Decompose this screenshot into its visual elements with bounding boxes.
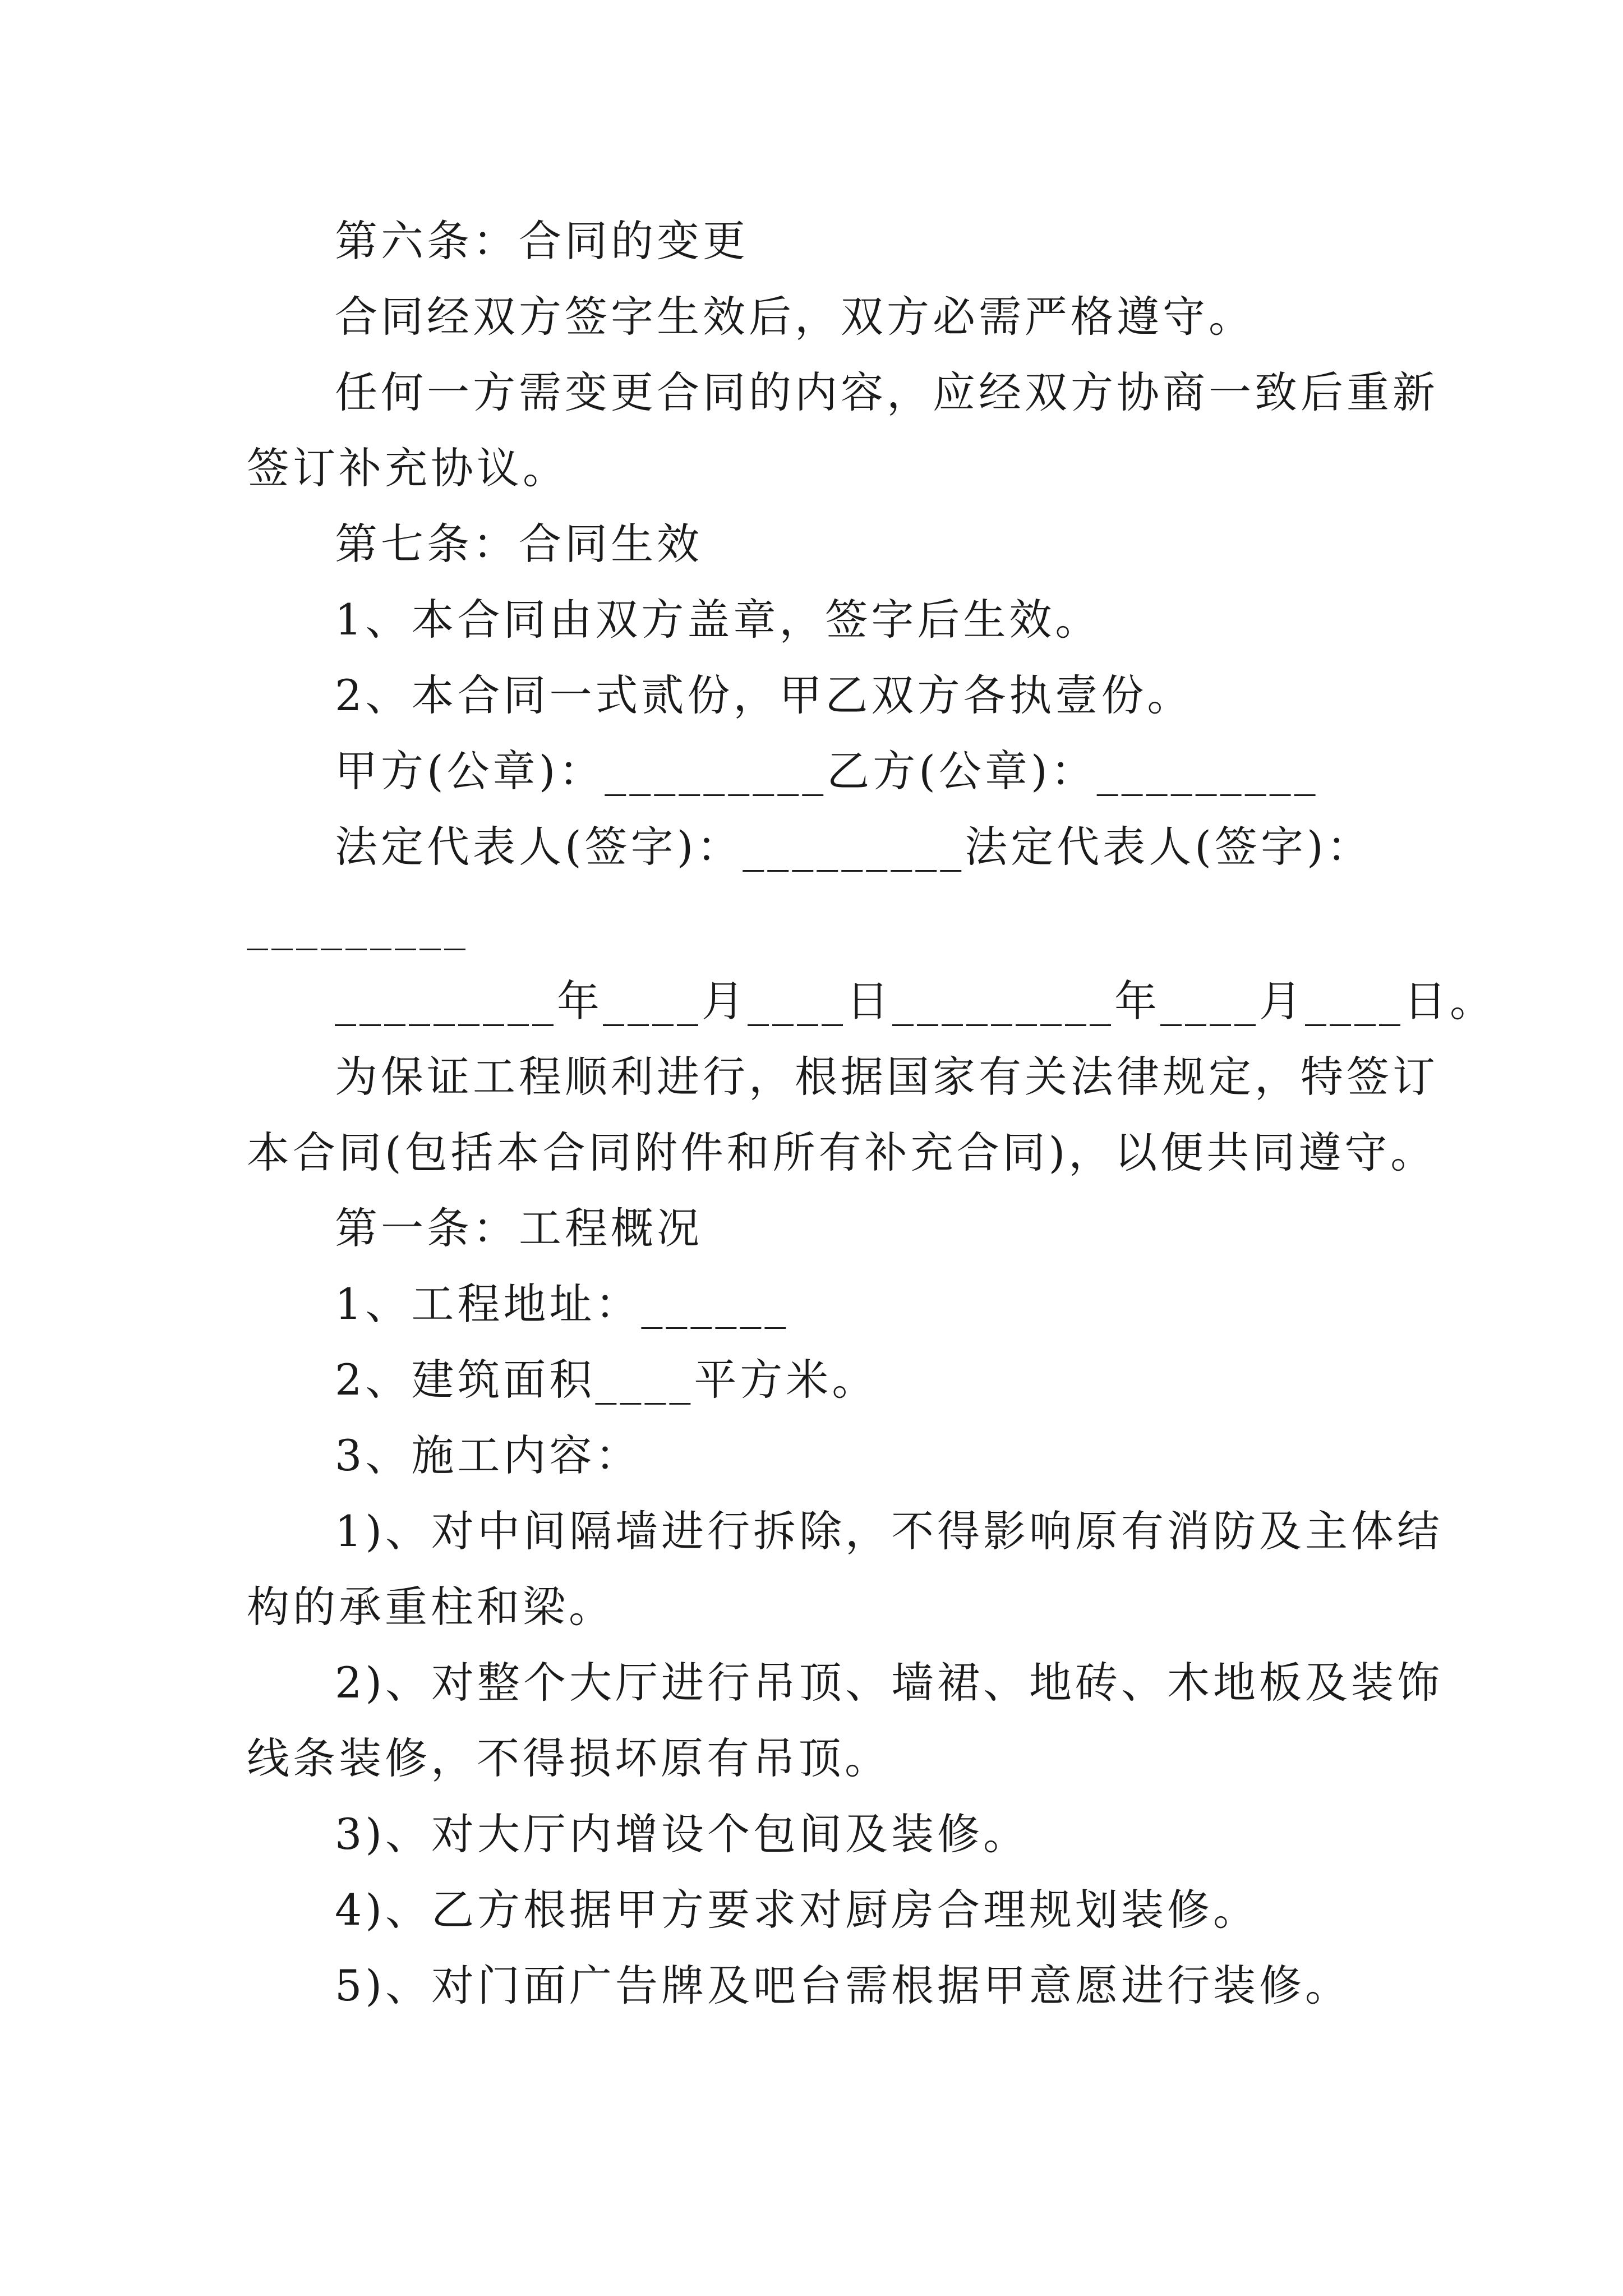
paragraph-line: 本合同(包括本合同附件和所有补充合同)，以便共同遵守。 [247, 1128, 1437, 1177]
paragraph-line: 线条装修，不得损坏原有吊顶。 [247, 1733, 891, 1783]
list-item: 3、施工内容： [335, 1430, 642, 1480]
signature-line-representative: 法定代表人(签字)：_________法定代表人(签字)： [335, 822, 1373, 872]
date-line: _________年____月____日_________年____月____日。 [335, 976, 1496, 1026]
list-item: 4)、乙方根据甲方要求对厨房合理规划装修。 [335, 1885, 1260, 1935]
article-1-heading: 第一条：工程概况 [335, 1203, 703, 1253]
list-item: 1、本合同由双方盖章，签字后生效。 [335, 595, 1101, 645]
paragraph-line: 为保证工程顺利进行，根据国家有关法律规定，特签订 [335, 1052, 1438, 1102]
list-item: 1)、对中间隔墙进行拆除，不得影响原有消防及主体结 [335, 1506, 1444, 1556]
list-item: 3)、对大厅内增设个包间及装修。 [335, 1809, 1030, 1859]
list-item: 2)、对整个大厅进行吊顶、墙裙、地砖、木地板及装饰 [335, 1658, 1444, 1708]
signature-blank: _________ [247, 900, 469, 950]
list-item: 5)、对门面广告牌及吧台需根据甲意愿进行装修。 [335, 1961, 1352, 2010]
paragraph-line: 签订补充协议。 [247, 443, 569, 493]
paragraph-line: 合同经双方签字生效后，双方必需严格遵守。 [335, 292, 1255, 342]
paragraph-line: 构的承重柱和梁。 [247, 1582, 615, 1632]
paragraph-line: 任何一方需变更合同的内容，应经双方协商一致后重新 [335, 367, 1438, 417]
list-item: 1、工程地址：______ [335, 1279, 790, 1329]
article-6-heading: 第六条：合同的变更 [335, 216, 749, 266]
list-item: 2、建筑面积____平方米。 [335, 1355, 878, 1405]
signature-line-seal: 甲方(公章)：_________乙方(公章)：_________ [335, 746, 1319, 796]
article-7-heading: 第七条：合同生效 [335, 519, 703, 569]
list-item: 2、本合同一式贰份，甲乙双方各执壹份。 [335, 670, 1193, 720]
